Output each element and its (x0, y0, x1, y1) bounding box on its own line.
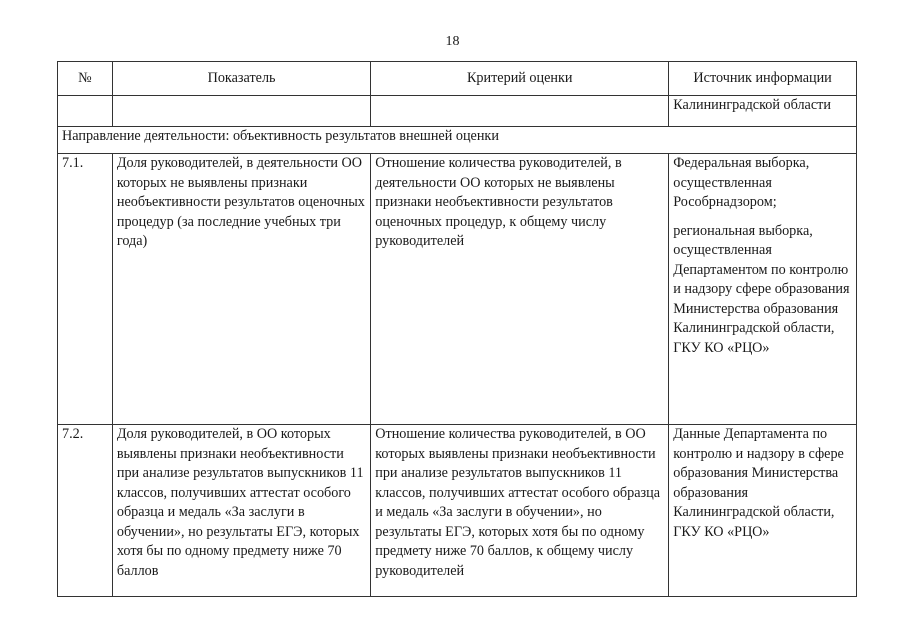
row-criterion: Отношение количества руководителей, в деятельности ОО которых не выявлены признаки необъективности результатов оценочных процедур, к общему числу руководителей (371, 154, 669, 425)
continuation-source: Калининградской области (669, 96, 857, 127)
header-source: Источник информации (669, 62, 857, 96)
continuation-cell-empty (112, 96, 370, 127)
page-number: 18 (445, 34, 460, 49)
row-indicator: Доля руководителей, в деятельности ОО которых не выявлены признаки необъективности результатов оценочных процедур (за последние учебных три года) (112, 154, 370, 425)
header-number: № (58, 62, 113, 96)
row-sources (669, 425, 857, 597)
header-criterion: Критерий оценки (371, 62, 669, 96)
source-item: региональная выборка, осуществленная Департаментом по контролю и надзору сфере образования Министерства образования Калининградской области, ГКУ КО «РЦО» (673, 222, 850, 356)
assessment-table (57, 61, 857, 597)
section-row (58, 127, 857, 154)
row-number: 7.2. (58, 425, 113, 597)
table-row (58, 425, 857, 597)
source-item: Данные Департамента по контролю и надзору в сфере образования Министерства образования Калининградской области, ГКУ КО «РЦО» (673, 426, 844, 540)
section-title: Направление деятельности: объективность результатов внешней оценки (58, 127, 857, 154)
row-indicator: Доля руководителей, в ОО которых выявлены признаки необъективности при анализе результатов выпускников 11 классов, получивших аттестат особого образца и медаль «За заслуги в обучении», но результаты ЕГЭ, которых хотя бы по одному предмету ниже 70 баллов (112, 425, 370, 597)
header-indicator: Показатель (112, 62, 370, 96)
row-criterion: Отношение количества руководителей, в ОО которых выявлены признаки необъективности при анализе результатов выпускников 11 классов, получивших аттестат особого образца и медаль «За заслуги в обучении», но результаты ЕГЭ, которых хотя бы по одному предмету ниже 70 баллов, к общему числу руководителей (371, 425, 669, 597)
row-sources (669, 154, 857, 425)
continuation-cell-empty (371, 96, 669, 127)
table-row (58, 154, 857, 425)
row-number: 7.1. (58, 154, 113, 425)
table-header-row (58, 62, 857, 96)
continuation-row (58, 96, 857, 127)
continuation-cell-empty (58, 96, 113, 127)
source-item: Федеральная выборка, осуществленная Рособрнадзором; (673, 155, 810, 210)
